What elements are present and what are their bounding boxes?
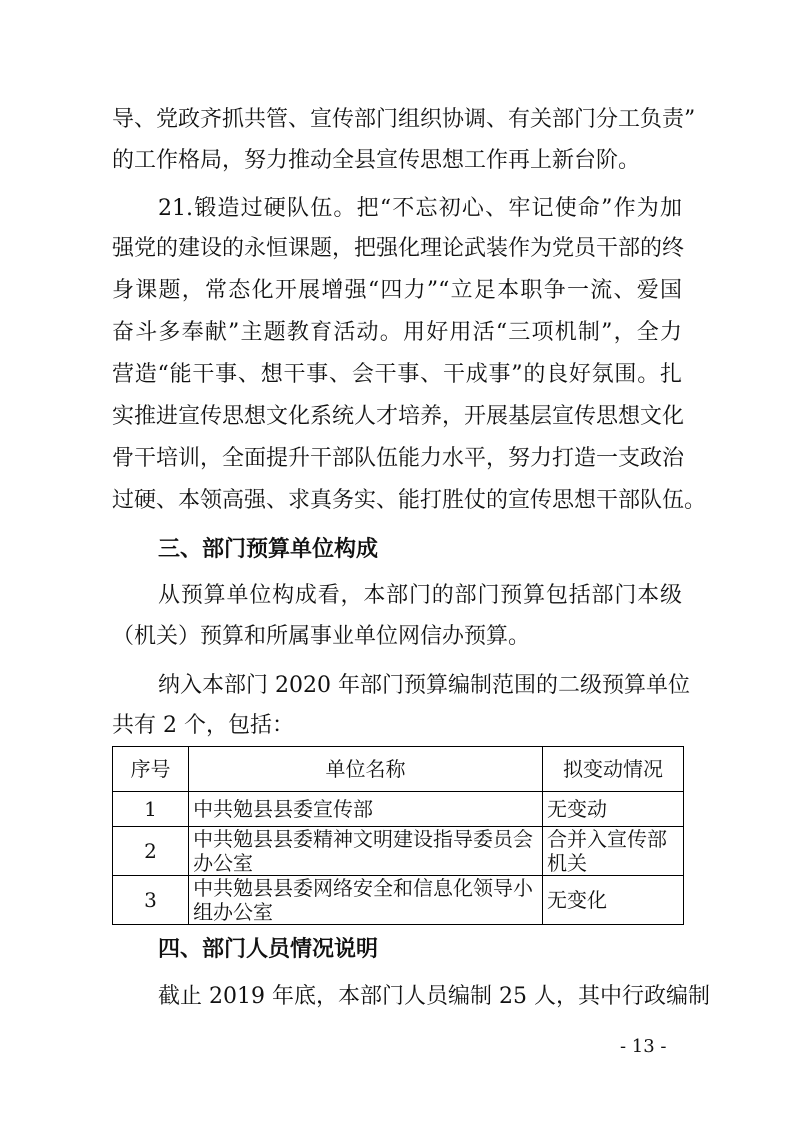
cell-change: 无变化 [543,876,684,925]
body-line: （机关）预算和所属事业单位网信办预算。 [112,624,531,649]
body-line: 共有 2 个，包括： [112,713,294,738]
body-line: 骨干培训，全面提升干部队伍能力水平，努力打造一支政治 [112,446,685,471]
cell-unit-name: 中共勉县县委网络安全和信息化领导小组办公室 [189,876,543,925]
table-row [113,876,684,925]
body-line: 身课题，常态化开展增强“四力”“立足本职争一流、爱国 [112,278,682,303]
section-heading: 三、部门预算单位构成 [158,537,379,562]
body-line: 21.锻造过硬队伍。把“不忘初心、牢记使命”作为加 [158,196,682,221]
budget-units-table [112,746,684,925]
table-row [113,827,684,876]
cell-unit-name: 中共勉县县委宣传部 [189,792,543,827]
header-unit-name: 单位名称 [189,747,543,792]
cell-no: 2 [113,827,189,876]
body-line: 导、党政齐抓共管、宣传部门组织协调、有关部门分工负责” [112,107,696,132]
cell-no: 3 [113,876,189,925]
cell-no: 1 [113,792,189,827]
page-number: - 13 - [620,1036,667,1057]
body-line: 实推进宣传思想文化系统人才培养，开展基层宣传思想文化 [112,404,685,429]
body-line: 奋斗多奉献”主题教育活动。用好用活“三项机制”，全力 [112,320,682,345]
body-line: 强党的建设的永恒课题，把强化理论武装作为党员干部的终 [112,236,685,261]
cell-unit-name: 中共勉县县委精神文明建设指导委员会办公室 [189,827,543,876]
cell-change: 无变动 [543,792,684,827]
body-line: 纳入本部门 2020 年部门预算编制范围的二级预算单位 [158,673,690,698]
table-header-row [113,747,684,792]
header-no: 序号 [113,747,189,792]
section-heading: 四、部门人员情况说明 [158,937,379,962]
body-line: 营造“能干事、想干事、会干事、干成事”的良好氛围。扎 [112,362,682,387]
body-line: 从预算单位构成看，本部门的部门预算包括部门本级 [158,583,682,608]
body-line: 过硬、本领高强、求真务实、能打胜仗的宣传思想干部队伍。 [112,488,707,513]
header-change: 拟变动情况 [543,747,684,792]
body-line: 截止 2019 年底，本部门人员编制 25 人，其中行政编制 [158,984,710,1009]
table-row [113,792,684,827]
cell-change: 合并入宣传部机关 [543,827,684,876]
body-line: 的工作格局，努力推动全县宣传思想工作再上新台阶。 [112,148,641,173]
